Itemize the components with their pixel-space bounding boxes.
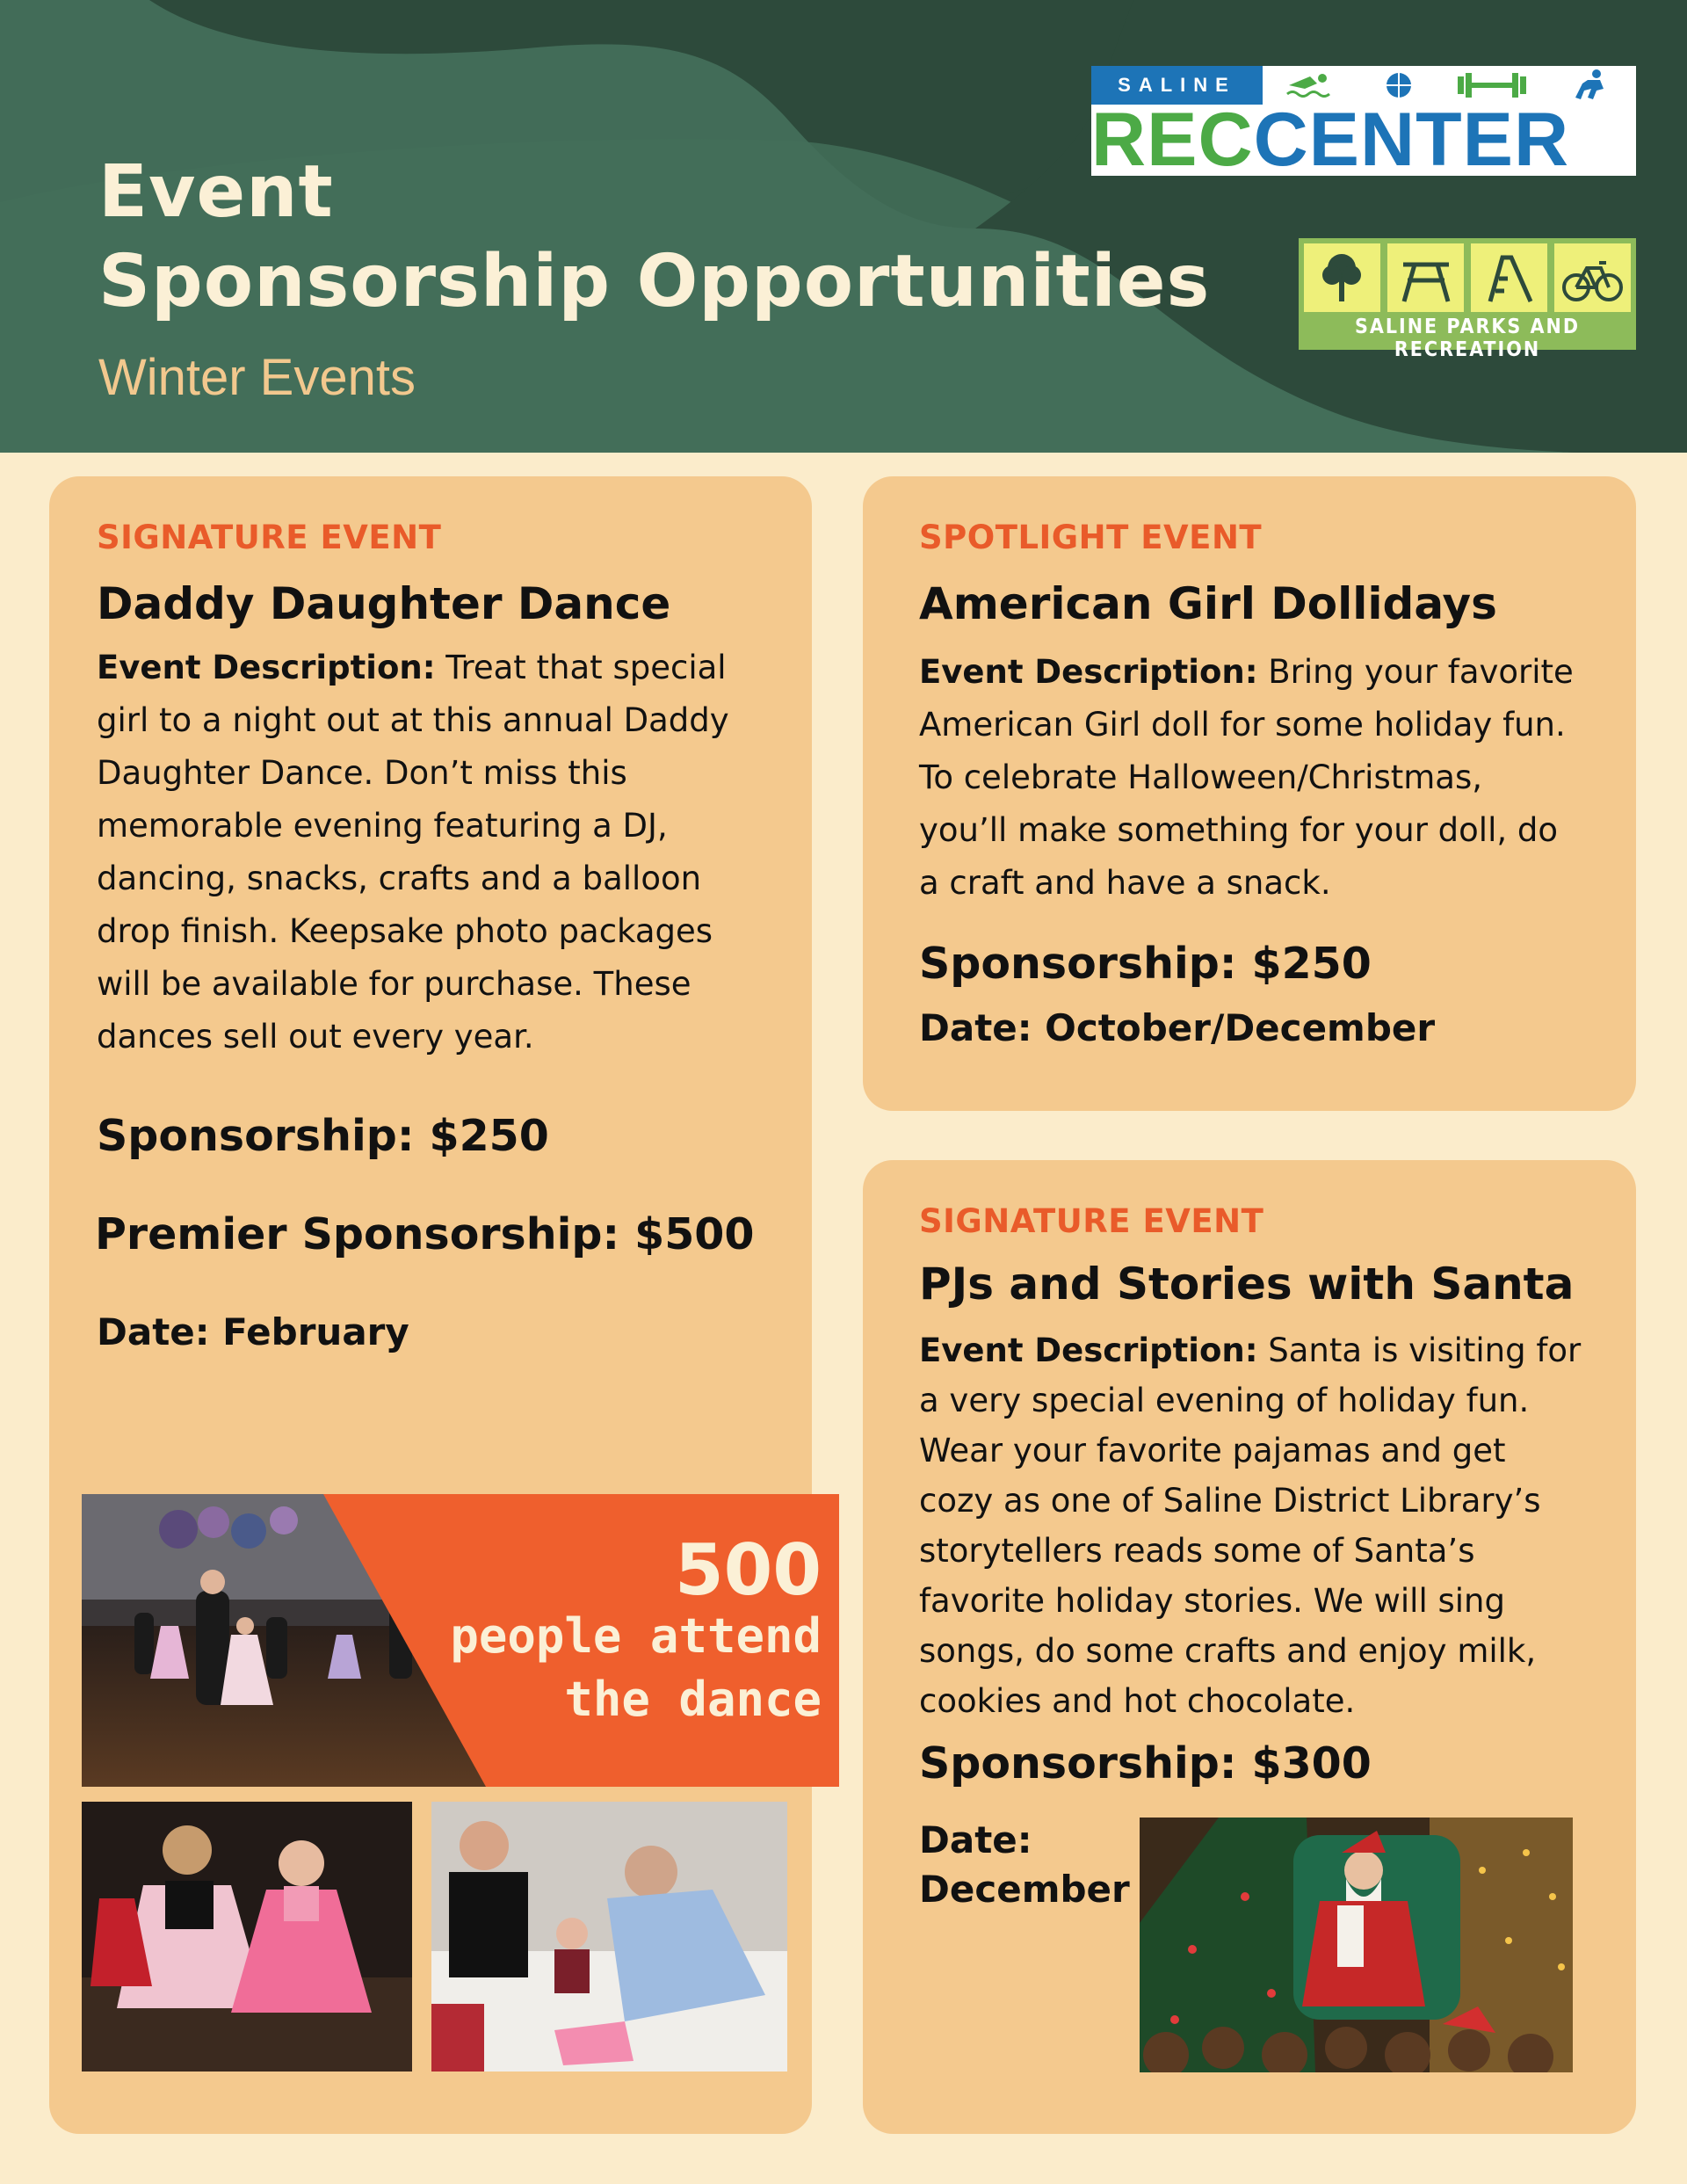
daddy-desc-line: Daughter Dance. Don’t miss this [97, 754, 627, 792]
daddy-description [97, 642, 800, 1063]
dollidays-title: American Girl Dollidays [919, 578, 1497, 629]
rec-logo-rec: REC [1091, 98, 1254, 182]
dollidays-desc-label: Event Description: [919, 653, 1258, 691]
parks-recreation-logo [1299, 238, 1636, 361]
card-american-girl-dollidays [863, 476, 1636, 1111]
rec-logo-wordmark [1091, 98, 1636, 182]
girls-dancing-photo [82, 1802, 412, 2072]
daddy-title: Daddy Daughter Dance [97, 578, 671, 629]
dollidays-desc-line: American Girl doll for some holiday fun. [919, 706, 1566, 744]
daddy-kicker: SIGNATURE EVENT [97, 519, 442, 556]
girls-dancing-image [82, 1802, 412, 2072]
santa-desc-line: Wear your favorite pajamas and get [919, 1432, 1506, 1469]
dollidays-kicker: SPOTLIGHT EVENT [919, 519, 1263, 556]
stat-number: 500 [675, 1529, 822, 1611]
dumbbell-icon [1458, 73, 1526, 98]
daddy-desc-line: Event Description: Treat that special [97, 649, 727, 686]
daddy-premier-sponsorship: Premier Sponsorship: $500 [95, 1209, 755, 1259]
santa-title: PJs and Stories with Santa [919, 1259, 1575, 1310]
santa-date-value: December [919, 1868, 1130, 1911]
daddy-desc-line: will be available for purchase. These [97, 965, 691, 1003]
rec-center-logo [1091, 66, 1636, 182]
santa-image [1140, 1818, 1573, 2072]
crafts-image [431, 1802, 787, 2072]
daddy-sponsorship: Sponsorship: $250 [97, 1111, 549, 1161]
santa-desc-line: cookies and hot chocolate. [919, 1682, 1356, 1720]
santa-desc-line: songs, do some crafts and enjoy milk, [919, 1632, 1537, 1670]
santa-desc-line: storytellers reads some of Santa’s [919, 1532, 1475, 1570]
title-line-1: Event [98, 150, 334, 234]
dollidays-description [919, 646, 1631, 910]
title-line-2: Sponsorship Opportunities [98, 240, 1211, 323]
rec-logo-saline: SALINE [1091, 66, 1263, 105]
santa-date-label: Date: [919, 1818, 1032, 1861]
dollidays-desc-line: To celebrate Halloween/Christmas, [919, 758, 1482, 796]
basketball-icon [1387, 73, 1411, 98]
stat-line-1: people attend [450, 1608, 822, 1664]
parks-logo-icons [1304, 243, 1631, 312]
runner-icon [1575, 69, 1604, 99]
santa-desc-line: Event Description: Santa is visiting for [919, 1331, 1582, 1369]
subtitle: Winter Events [98, 349, 416, 406]
dollidays-date: Date: October/December [919, 1006, 1436, 1049]
dollidays-sponsorship: Sponsorship: $250 [919, 939, 1372, 989]
daddy-desc-line: dancing, snacks, crafts and a balloon [97, 860, 702, 897]
dance-photo-with-stat [82, 1494, 839, 1787]
dollidays-desc-line: Event Description: Bring your favorite [919, 653, 1574, 691]
dollidays-desc-line: you’ll make something for your doll, do [919, 811, 1558, 849]
crafts-photo [431, 1802, 787, 2072]
santa-desc-line: cozy as one of Saline District Library’s [919, 1482, 1541, 1520]
daddy-desc-line: girl to a night out at this annual Daddy [97, 701, 729, 739]
header-banner [0, 0, 1687, 453]
dollidays-desc-line: a craft and have a snack. [919, 864, 1331, 902]
santa-photo [1140, 1818, 1573, 2072]
rec-logo-center: CENTER [1253, 98, 1570, 182]
parks-logo-text: SALINE PARKS AND RECREATION [1354, 316, 1581, 361]
daddy-date: Date: February [97, 1310, 409, 1353]
daddy-desc-line: dances sell out every year. [97, 1018, 534, 1056]
santa-date [919, 1816, 1130, 1914]
swimmer-icon [1287, 74, 1329, 97]
daddy-desc-line: drop finish. Keepsake photo packages [97, 912, 713, 950]
santa-kicker: SIGNATURE EVENT [919, 1202, 1264, 1240]
daddy-desc-label: Event Description: [97, 649, 436, 686]
santa-desc-label: Event Description: [919, 1331, 1258, 1369]
santa-sponsorship: Sponsorship: $300 [919, 1738, 1372, 1789]
santa-desc-line: a very special evening of holiday fun. [919, 1382, 1530, 1419]
santa-description [919, 1325, 1631, 1726]
daddy-desc-line: memorable evening featuring a DJ, [97, 807, 668, 845]
santa-desc-line: favorite holiday stories. We will sing [919, 1582, 1505, 1620]
stat-line-2: the dance [564, 1672, 822, 1727]
